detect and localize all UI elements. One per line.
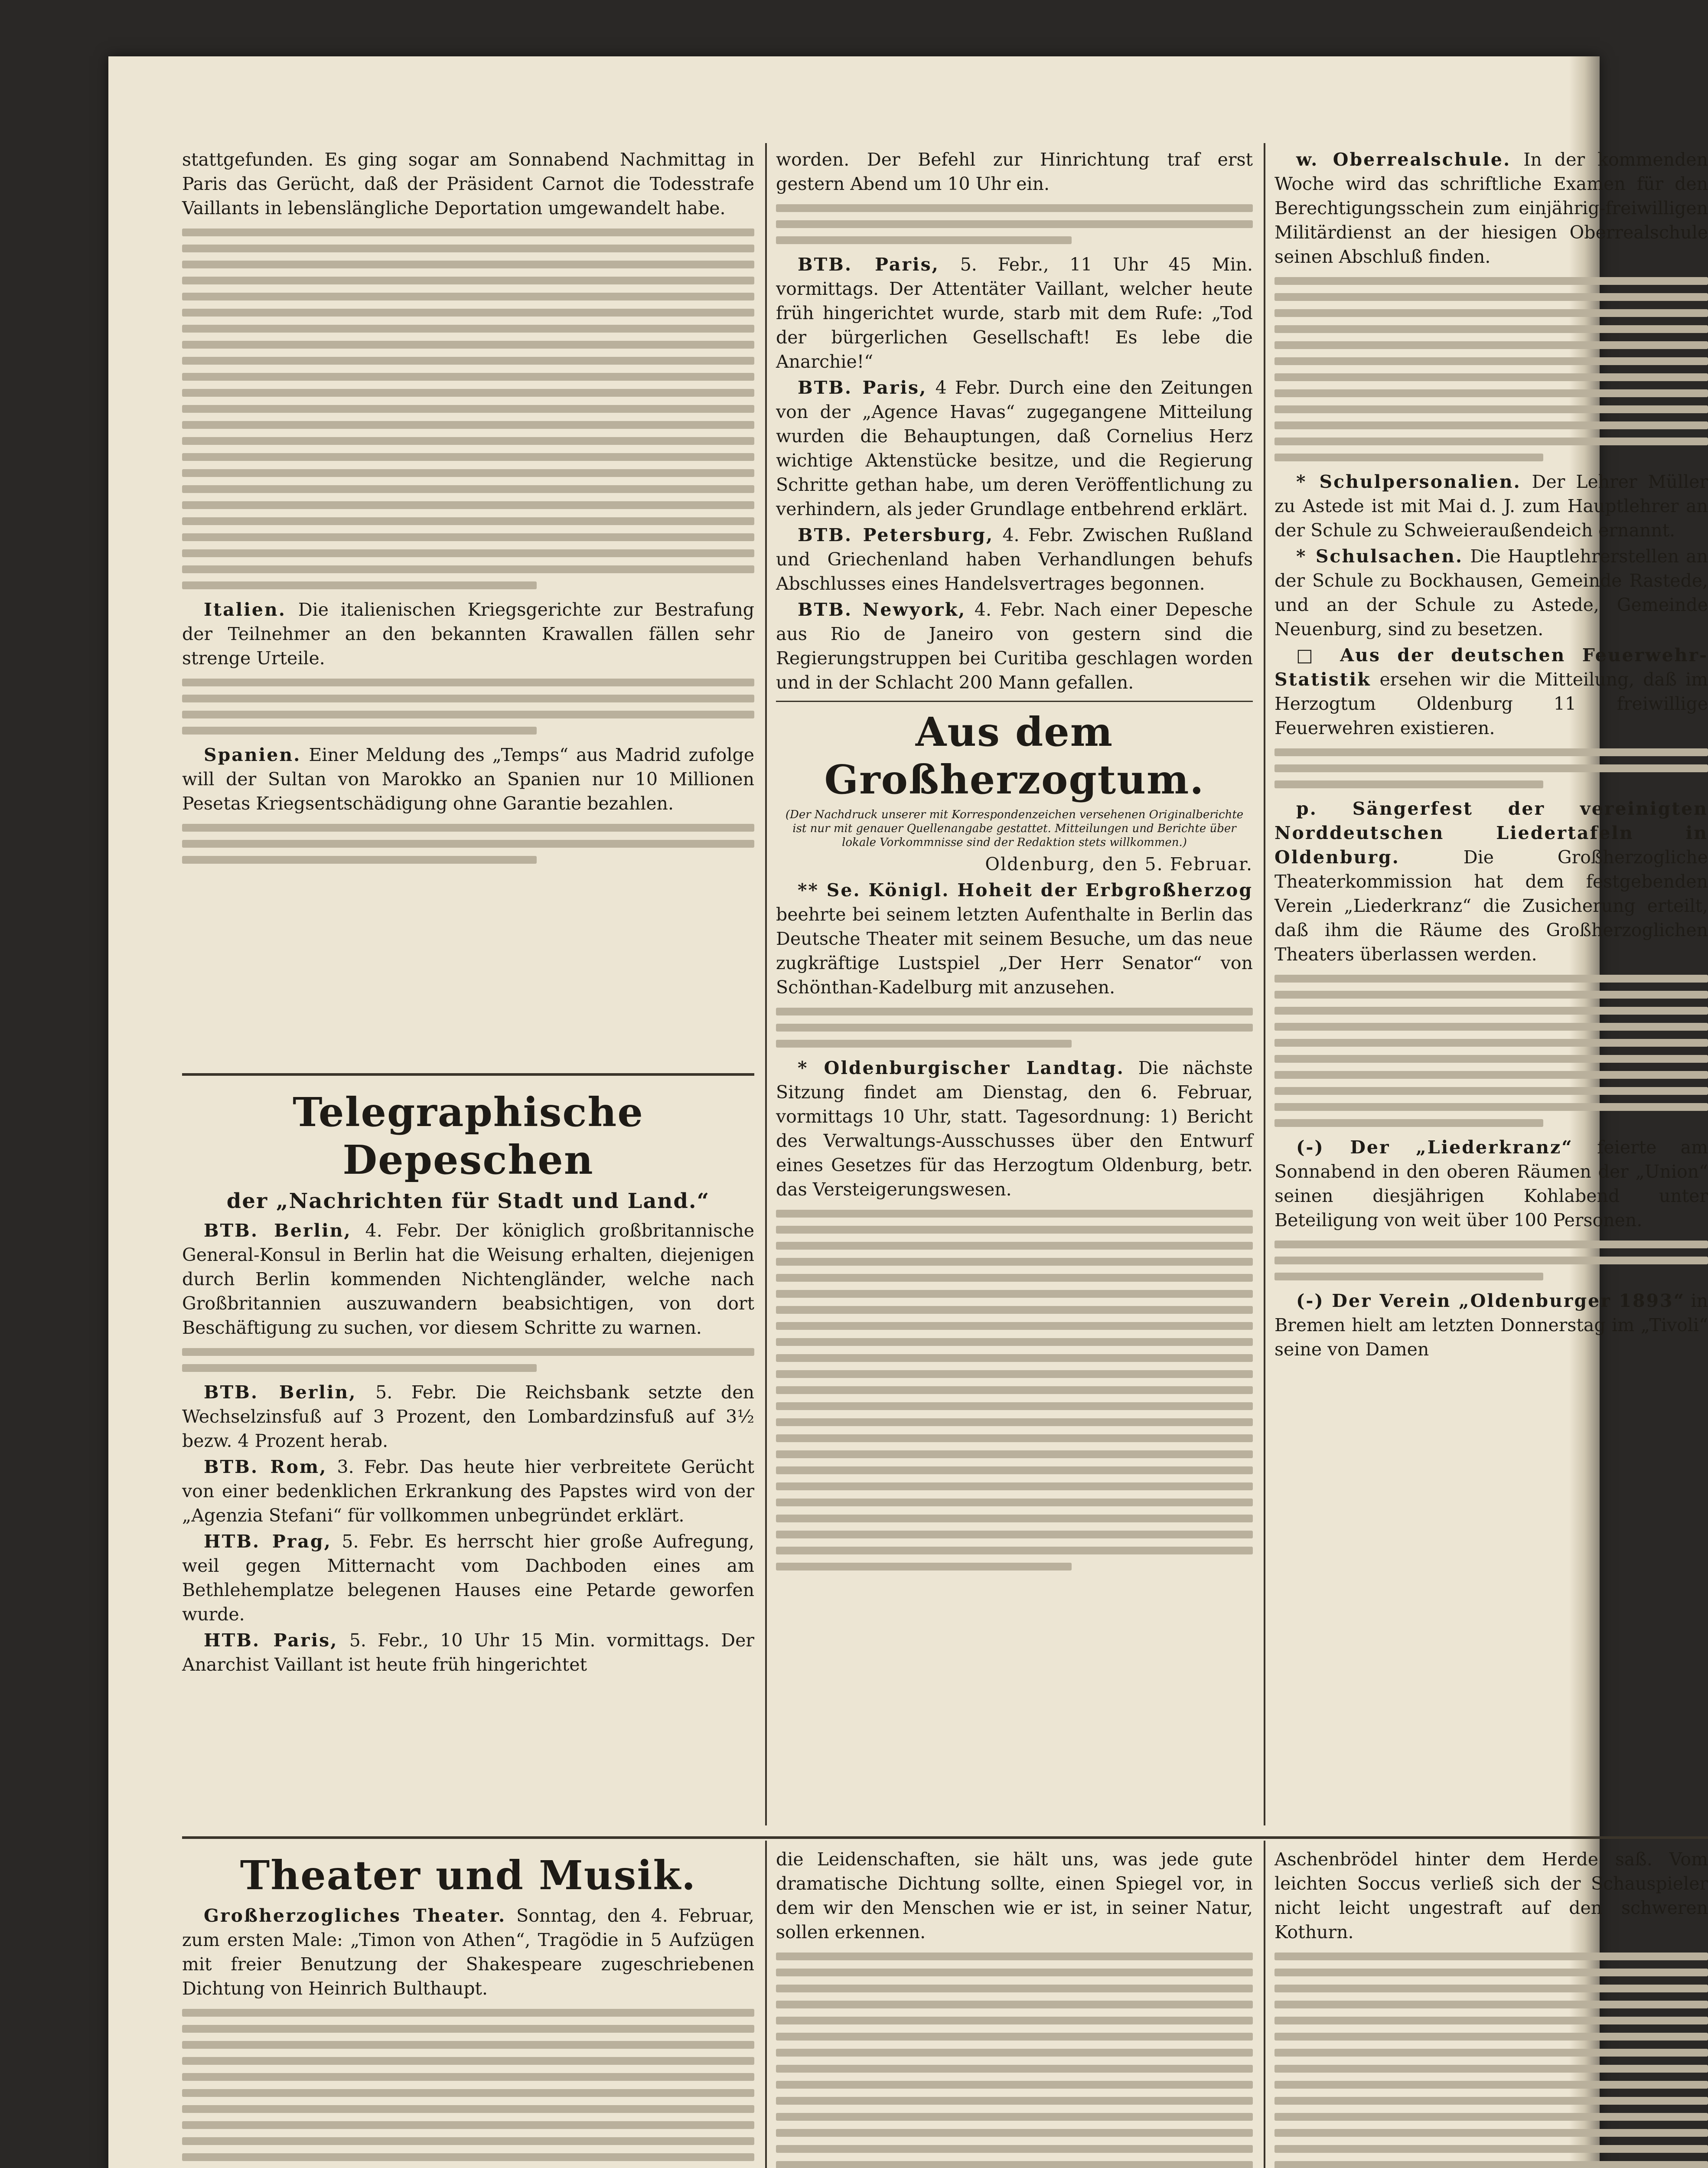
article-italien: Italien. Die italienischen Kriegsgerichte zur Bestrafung der Teilnehmer an den bekannten Krawallen fällen sehr strenge Urteile. bbox=[182, 599, 754, 669]
telegraph-item: BTB. Paris, 5. Febr., 11 Uhr 45 Min. vormittags. Der Attentäter Vaillant, welcher heute früh hingerichtet wurde, starb mit dem Rufe: „Tod der bürgerlichen Gesellschaft! Es lebe die Anarchie!“ bbox=[776, 254, 1253, 372]
telegraph-item: BTB. Petersburg, 4. Febr. Zwischen Rußland und Griechenland haben Verhandlungen behufs Abschlusses eines Handelsvertrages begonnen. bbox=[776, 525, 1253, 594]
telegraph-title: Telegraphische Depeschen bbox=[293, 1089, 644, 1183]
article-saengerfest: p. Sängerfest der vereinigten Norddeutschen Liedertafeln in Oldenburg. Die Großherzogliche Theaterkommission hat dem festgebenden Verein „Liederkranz“ die Zusicherung erteilt, daß ihm die Räume des Großherzoglichen Theaters überlassen werden. bbox=[1274, 798, 1708, 965]
article-verein-1893: (-) Der Verein „Oldenburger 1893“ in Bremen hielt am letzten Donnerstag im „Tivoli“ seine von Damen bbox=[1274, 1290, 1708, 1360]
telegraph-item: HTB. Prag, 5. Febr. Es herrscht hier große Aufregung, weil gegen Mitternacht vom Dachboden eines am Bethlehemplatze belegenen Hauses eine Petarde geworfen wurde. bbox=[182, 1531, 754, 1625]
text-lines bbox=[182, 229, 754, 589]
column-rule bbox=[1264, 143, 1265, 1825]
section-divider bbox=[182, 1836, 1708, 1839]
article-vaillant-continued: worden. Der Befehl zur Hinrichtung traf erst gestern Abend um 10 Uhr ein. bbox=[776, 149, 1253, 194]
article-erbgrossherzog: ** Se. Königl. Hoheit der Erbgroßherzog beehrte bei seinem letzten Aufenthalte in Berlin das Deutsche Theater mit seinem Besuche, um das neue zugkräftige Lustspiel „Der Herr Senator“ von Schönthan-Kadelburg mit anzusehen. bbox=[776, 880, 1253, 998]
telegraph-item: BTB. Paris, 4 Febr. Durch eine den Zeitungen von der „Agence Havas“ zugegangene Mitteilung wurden die Behauptungen, daß Cornelius Herz wichtige Aktenstücke besitze, und die Regierung Schritte gethan habe, um deren Veröffentlichung zu verhindern, als jeder Grundlage entbehrend erklärt. bbox=[776, 377, 1253, 519]
column-3-upper bbox=[1274, 147, 1708, 1825]
theater-column-2 bbox=[776, 1847, 1253, 2168]
article-landtag: * Oldenburgischer Landtag. Die nächste Sitzung findet am Dienstag, den 6. Februar, vormittags 10 Uhr, statt. Tagesordnung: 1) Bericht des Verwaltungs-Ausschusses über den Entwurf eines Gesetzes für das Herzogtum Oldenburg, betr. das Versteigerungswesen. bbox=[776, 1058, 1253, 1200]
article-timon-continued: die Leidenschaften, sie hält uns, was jede gute dramatische Dichtung sollte, einen Spiegel vor, in dem wir den Menschen wie er ist, in seiner Natur, sollen erkennen. bbox=[776, 1849, 1253, 1943]
article-liederkranz: (-) Der „Liederkranz“ feierte am Sonnabend in den oberen Räumen der „Union“ seinen diesjährigen Kohlabend unter Beteiligung von weit über 100 Personen. bbox=[1274, 1137, 1708, 1231]
theater-column-1 bbox=[182, 1847, 754, 2168]
article-timon: Großherzogliches Theater. Sonntag, den 4. Februar, zum ersten Male: „Timon von Athen“, Tragödie in 5 Aufzügen mit freier Benutzung der Shakespeare zugeschriebenen Dichtung von Heinrich Bulthaupt. bbox=[182, 1905, 754, 1999]
column-2-upper bbox=[776, 147, 1253, 1825]
article-schulsachen: * Schulsachen. Die Hauptlehrerstellen an der Schule zu Bockhausen, Gemeinde Rastede, und an der Schule zu Astede, Gemeinde Neuenburg, sind zu besetzen. bbox=[1274, 546, 1708, 640]
column-rule bbox=[765, 1841, 767, 2168]
telegraph-item: HTB. Paris, 5. Febr., 10 Uhr 15 Min. vormittags. Der Anarchist Vaillant ist heute früh hingerichtet bbox=[182, 1630, 754, 1675]
telegraph-item: BTB. Berlin, 4. Febr. Der königlich großbritannische General-Konsul in Berlin hat die Weisung erhalten, diejenigen durch Berlin kommenden Nichtengländer, welche nach Großbritannien auszuwandern beabsichtigen, von dort Beschäftigung zu suchen, vor diesem Schritte zu warnen. bbox=[182, 1220, 754, 1338]
divider bbox=[776, 701, 1253, 702]
theater-title: Theater und Musik. bbox=[240, 1852, 697, 1899]
reprint-note: (Der Nachdruck unserer mit Korrespondenzeichen versehenen Originalberichte ist nur mit genauer Quellenangabe gestattet. Mitteilungen und Berichte über lokale Vorkommnisse sind der Redaktion stets willkommen.) bbox=[785, 808, 1244, 849]
article-paris-continued: stattgefunden. Es ging sogar am Sonnabend Nachmittag in Paris das Gerücht, daß der Präsident Carnot die Todesstrafe Vaillants in lebenslängliche Deportation umgewandelt habe. bbox=[182, 149, 754, 219]
article-oberrealschule: w. Oberrealschule. In der kommenden Woche wird das schriftliche Examen für den Berechtigungsschein zum einjährig-freiwilligen Militärdienst an der hiesigen Oberrealschule seinen Abschluß finden. bbox=[1274, 149, 1708, 267]
dateline: Oldenburg, den 5. Februar. bbox=[985, 854, 1253, 875]
column-rule bbox=[1264, 1841, 1265, 2168]
newspaper-page bbox=[108, 56, 1708, 2168]
article-schulpersonalien: * Schulpersonalien. Der Lehrer Müller zu Astede ist mit Mai d. J. zum Hauptlehrer an der Schule zu Schweieraußendeich ernannt. bbox=[1274, 471, 1708, 541]
theater-column-3 bbox=[1274, 1847, 1708, 2168]
telegraph-section bbox=[182, 1084, 754, 1830]
telegraph-subtitle: der „Nachrichten für Stadt und Land.“ bbox=[226, 1189, 710, 1213]
article-timon-continued-2: Aschenbrödel hinter dem Herde saß. Vom leichten Soccus verließ sich der Schauspieler nicht leicht ungestraft auf den schweren Kothurn. bbox=[1274, 1849, 1708, 1943]
divider bbox=[182, 1073, 754, 1076]
telegraph-item: BTB. Newyork, 4. Febr. Nach einer Depesche aus Rio de Janeiro von gestern sind die Regierungstruppen bei Curitiba geschlagen worden und in der Schlacht 200 Mann gefallen. bbox=[776, 599, 1253, 693]
column-rule bbox=[765, 143, 767, 1825]
telegraph-item: BTB. Rom, 3. Febr. Das heute hier verbreitete Gerücht von einer bedenklichen Erkrankung des Papstes wird von der „Agenzia Stefani“ für vollkommen unbegründet erklärt. bbox=[182, 1456, 754, 1526]
article-feuerwehr: □ Aus der deutschen Feuerwehr-Statistik ersehen wir die Mitteilung, daß im Herzogtum Oldenburg 11 freiwillige Feuerwehren existieren. bbox=[1274, 645, 1708, 738]
telegraph-item: BTB. Berlin, 5. Febr. Die Reichsbank setzte den Wechselzinsfuß auf 3 Prozent, den Lombardzinsfuß auf 3½ bezw. 4 Prozent herab. bbox=[182, 1382, 754, 1451]
column-1-upper bbox=[182, 147, 754, 1067]
grossherzogtum-title: Aus dem Großherzogtum. bbox=[824, 709, 1205, 803]
article-spanien: Spanien. Einer Meldung des „Temps“ aus Madrid zufolge will der Sultan von Marokko an Spanien nur 10 Millionen Pesetas Kriegsentschädigung ohne Garantie bezahlen. bbox=[182, 744, 754, 814]
